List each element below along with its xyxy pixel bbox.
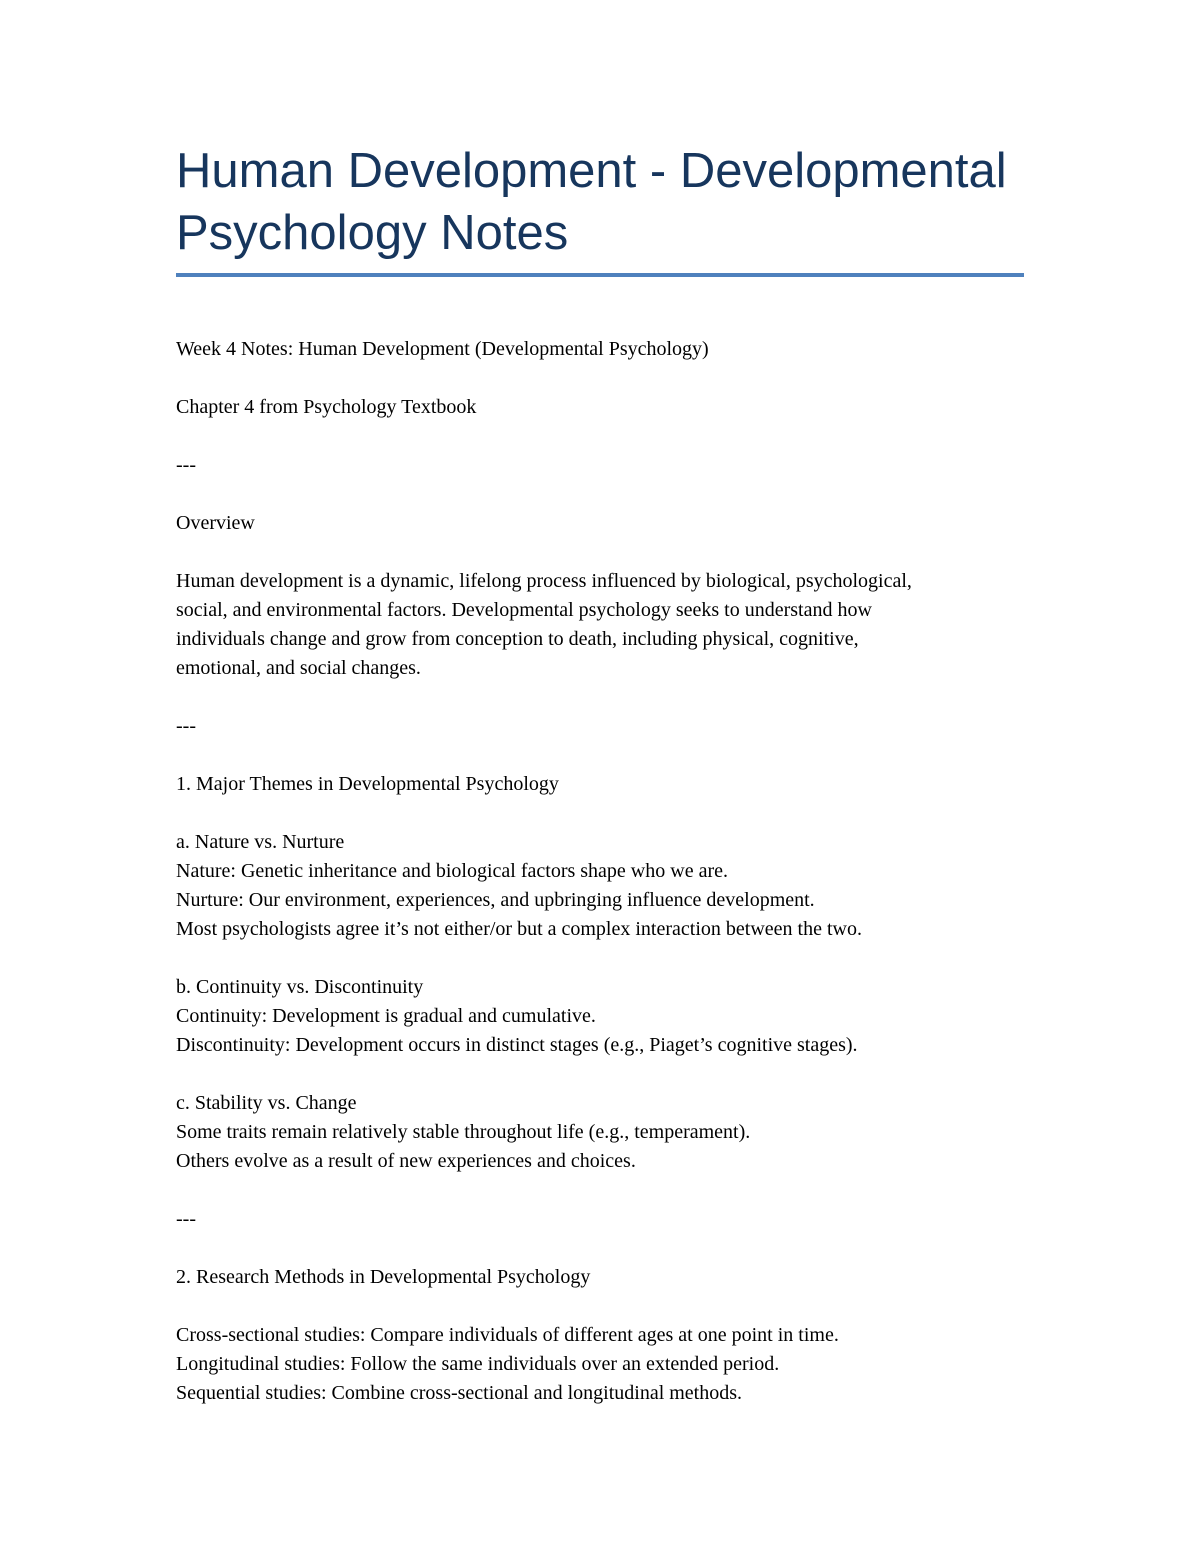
overview-line: Human development is a dynamic, lifelong process influenced by biological, psychological,	[176, 570, 912, 592]
document-page	[176, 140, 1024, 1408]
section1c-block	[176, 1089, 1024, 1176]
section2-heading: 2. Research Methods in Developmental Psychology	[176, 1266, 591, 1288]
overview-heading: Overview	[176, 512, 255, 534]
section1c-heading: c. Stability vs. Change	[176, 1092, 357, 1114]
separator: ---	[176, 454, 196, 476]
section1c-line: Others evolve as a result of new experiences and choices.	[176, 1150, 636, 1172]
section1b-line: Discontinuity: Development occurs in distinct stages (e.g., Piaget’s cognitive stages).	[176, 1034, 858, 1056]
section1a-line: Nature: Genetic inheritance and biological factors shape who we are.	[176, 860, 728, 882]
section1-heading: 1. Major Themes in Developmental Psychology	[176, 773, 559, 795]
section1b-block	[176, 973, 1024, 1060]
overview-line: emotional, and social changes.	[176, 657, 421, 679]
chapter-line: Chapter 4 from Psychology Textbook	[176, 396, 477, 418]
document-title: Human Development - Developmental Psychology Notes	[176, 144, 1007, 260]
section1b-line: Continuity: Development is gradual and cumulative.	[176, 1005, 596, 1027]
section1a-heading: a. Nature vs. Nurture	[176, 831, 345, 853]
separator: ---	[176, 1208, 196, 1230]
section1a-block	[176, 828, 1024, 944]
section2-line: Cross-sectional studies: Compare individuals of different ages at one point in time.	[176, 1324, 839, 1346]
document-body	[176, 335, 1024, 1408]
section1c-line: Some traits remain relatively stable throughout life (e.g., temperament).	[176, 1121, 751, 1143]
section1a-line: Nurture: Our environment, experiences, and upbringing influence development.	[176, 889, 815, 911]
section1a-line: Most psychologists agree it’s not either/or but a complex interaction between the two.	[176, 918, 862, 940]
overview-paragraph	[176, 567, 1024, 683]
overview-line: social, and environmental factors. Developmental psychology seeks to understand how	[176, 599, 872, 621]
separator: ---	[176, 715, 196, 737]
week-line: Week 4 Notes: Human Development (Developmental Psychology)	[176, 338, 709, 360]
overview-line: individuals change and grow from conception to death, including physical, cognitive,	[176, 628, 859, 650]
section2-line: Sequential studies: Combine cross-sectional and longitudinal methods.	[176, 1382, 743, 1404]
section2-block	[176, 1321, 1024, 1408]
section1b-heading: b. Continuity vs. Discontinuity	[176, 976, 424, 998]
section2-line: Longitudinal studies: Follow the same individuals over an extended period.	[176, 1353, 780, 1375]
title-underline-rule	[176, 273, 1024, 277]
